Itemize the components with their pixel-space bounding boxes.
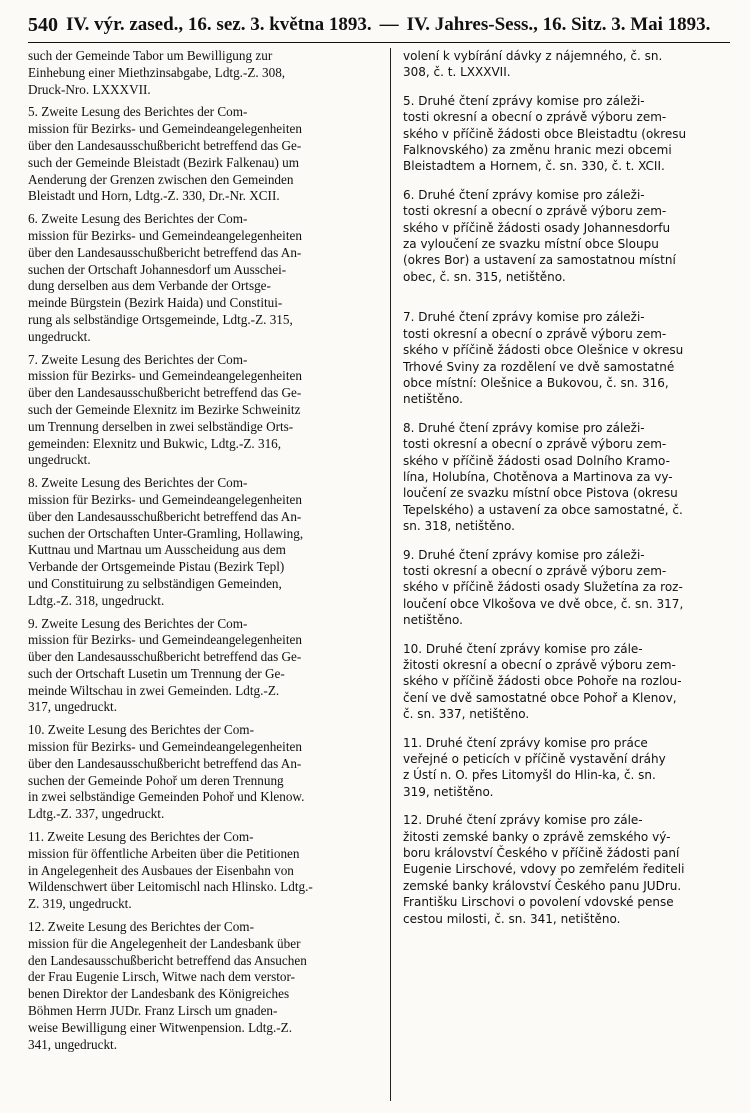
czech-item-7: 7. Druhé čtení zprávy komise pro záleži- tosti okresní a obecní o zprávě výboru zem- ského v příčině žádosti obce Olešnice v okresu Trhové Sviny za rozdělení ve dvě samostatné obce místní: Olešnice a Bukovou, č. sn. 316, netištěno. [403, 310, 684, 407]
german-item-5: 5. Zweite Lesung des Berichtes der Com- mission für Bezirks- und Gemeindeangelegenheiten über den Landesausschußbericht betreffend das Ge- such der Gemeinde Bleistadt (Bezirk Falkenau) um Aenderung der Grenzen zwischen den Gemeinden Bleistadt und Horn, Ldtg.-Z. 330, Dr.-Nr. XCII. [28, 104, 302, 204]
german-item-4-cont: such der Gemeinde Tabor um Bewilligung zur Einhebung einer Miethzinsabgabe, Ldtg.-Z. 308, Druck-Nro. LXXXVII. [28, 48, 286, 97]
page-number: 540 [28, 13, 58, 36]
czech-item-12: 12. Druhé čtení zprávy komise pro zále- žitosti zemské banky o zprávě zemského vý- boru království Českého v příčině žádosti paní Eugenie Lirschové, vdovy po zemřelém řediteli zemské banky království Českého panu JUDru. Františku Lirschovi o povolení vdovské pense cestou milosti, č. sn. 341, netištěno. [403, 813, 685, 926]
czech-item-5: 5. Druhé čtení zprávy komise pro záleži- tosti okresní a obecní o zprávě výboru zem- ského v příčině žádosti obce Bleistadtu (okresu Falknovského) za změnu hranic mezi obcemi Bleistadtem a Hornem, č. sn. 330, č. t. XCII. [403, 93, 687, 174]
german-item-10: 10. Zweite Lesung des Berichtes der Com- mission für Bezirks- und Gemeindeangelegenheiten über den Landesausschußbericht betreffend das An- suchen der Gemeinde Pohoř um deren Trennung in zwei selbständige Gemeinden Pohoř und Klenow. Ldtg.-Z. 337, ungedruckt. [28, 722, 305, 822]
german-item-9: 9. Zweite Lesung des Berichtes der Com- mission für Bezirks- und Gemeindeangelegenheiten über den Landesausschußbericht betreffend das Ge- such der Ortschaft Lusetin um Trennung der Ge- meinde Wiltschau in zwei Gemeinden. Ldtg.-Z. 317, ungedruckt. [28, 615, 302, 715]
czech-item-6: 6. Druhé čtení zprávy komise pro záleži- tosti okresní a obecní o zprávě výboru zem- ského v příčině žádosti osady Johannesdorfu za vyloučení ze svazku místní obce Sloupu (okres Bor) a ustavení za samostatnou místní obec, č. sn. 315, netištěno. [403, 187, 676, 284]
header-dash: — [379, 14, 399, 35]
czech-item-9: 9. Druhé čtení zprávy komise pro záleži- tosti okresní a obecní o zprávě výboru zem- ského v příčině žádosti osady Služetína za roz- loučení obce Vlkošova ve dvě obce, č. sn. 317, netištěno. [403, 547, 684, 628]
czech-item-4-cont: volení k vybírání dávky z nájemného, č. sn. 308, č. t. LXXXVII. [403, 49, 663, 80]
german-item-12: 12. Zweite Lesung des Berichtes der Com- mission für die Angelegenheit der Landesbank über den Landesausschußbericht betreffend das Ansuchen der Frau Eugenie Lirsch, Witwe nach dem verstor- benen Direktor der Landesbank des Königreiches Böhmen Herrn JUDr. Franz Lirsch um gnaden- weise Bewilligung einer Witwenpension. Ldtg.-Z. 341, ungedruckt. [28, 919, 307, 1052]
german-item-7: 7. Zweite Lesung des Berichtes der Com- mission für Bezirks- und Gemeindeangelegenheiten über den Landesausschußbericht betreffend das Ge- such der Gemeinde Elexnitz im Bezirke Schweinitz um Trennung derselben in zwei selbständige Orts- gemeinden: Elexnitz und Bukwic, Ldtg.-Z. 316, ungedruckt. [28, 351, 302, 468]
german-item-6: 6. Zweite Lesung des Berichtes der Com- mission für Bezirks- und Gemeindeangelegenheiten über den Landesausschußbericht betreffend das An- suchen der Ortschaft Johannesdorf um Ausschei- dung derselben aus dem Verbande der Ortsge- meinde Bürgstein (Bezirk Haida) und Constitui- rung als selbständige Ortsgemeinde, Ldtg.-Z. 315, ungedruckt. [28, 211, 302, 344]
page-header [28, 8, 730, 43]
two-column-body [28, 48, 732, 1101]
german-item-11: 11. Zweite Lesung des Berichtes der Com- mission für öffentliche Arbeiten über die Petitionen in Angelegenheit des Ausbaues der Eisenbahn von Wildenschwert über Leitomischl nach Hlinsko. Ldtg.- Z. 319, ungedruckt. [28, 829, 313, 912]
czech-item-11: 11. Druhé čtení zprávy komise pro práce veřejné o peticích v příčině vystavění dráhy z Ústí n. O. přes Litomyšl do Hlin-ka, č. sn. 319, netištěno. [403, 735, 666, 799]
header-german: IV. Jahres-Sess., 16. Sitz. 3. Mai 1893. [406, 14, 711, 35]
czech-item-8: 8. Druhé čtení zprávy komise pro záleži- tosti okresní a obecní o zprávě výboru zem- ského v příčině žádosti osad Dolního Kramo- lína, Holubína, Chotěnova a Martinova za vy- loučení ze svazku místní obce Pistova (okresu Tepelského) a ustavení za obce samostatné, č. sn. 318, netištěno. [403, 420, 683, 534]
czech-item-10: 10. Druhé čtení zprávy komise pro zále- žitosti okresní a obecní o zprávě výboru zem- ského v příčině žádosti obce Pohoře na rozlou- čení ve dvě samostatné obce Pohoř a Klenov, č. sn. 337, netištěno. [403, 641, 682, 722]
header-czech: IV. výr. zased., 16. sez. 3. května 1893. [66, 14, 372, 35]
german-column [28, 48, 391, 1101]
czech-column [391, 48, 732, 1101]
german-item-8: 8. Zweite Lesung des Berichtes der Com- mission für Bezirks- und Gemeindeangelegenheiten über den Landesausschußbericht betreffend das An- suchen der Ortschaften Unter-Gramling, Hollawing, Kuttnau und Martnau um Ausscheidung aus dem Verbande der Ortsgemeinde Pistau (Bezirk Tepl) und Constituirung zu selbständigen Gemeinden, Ldtg.-Z. 318, ungedruckt. [28, 475, 304, 608]
